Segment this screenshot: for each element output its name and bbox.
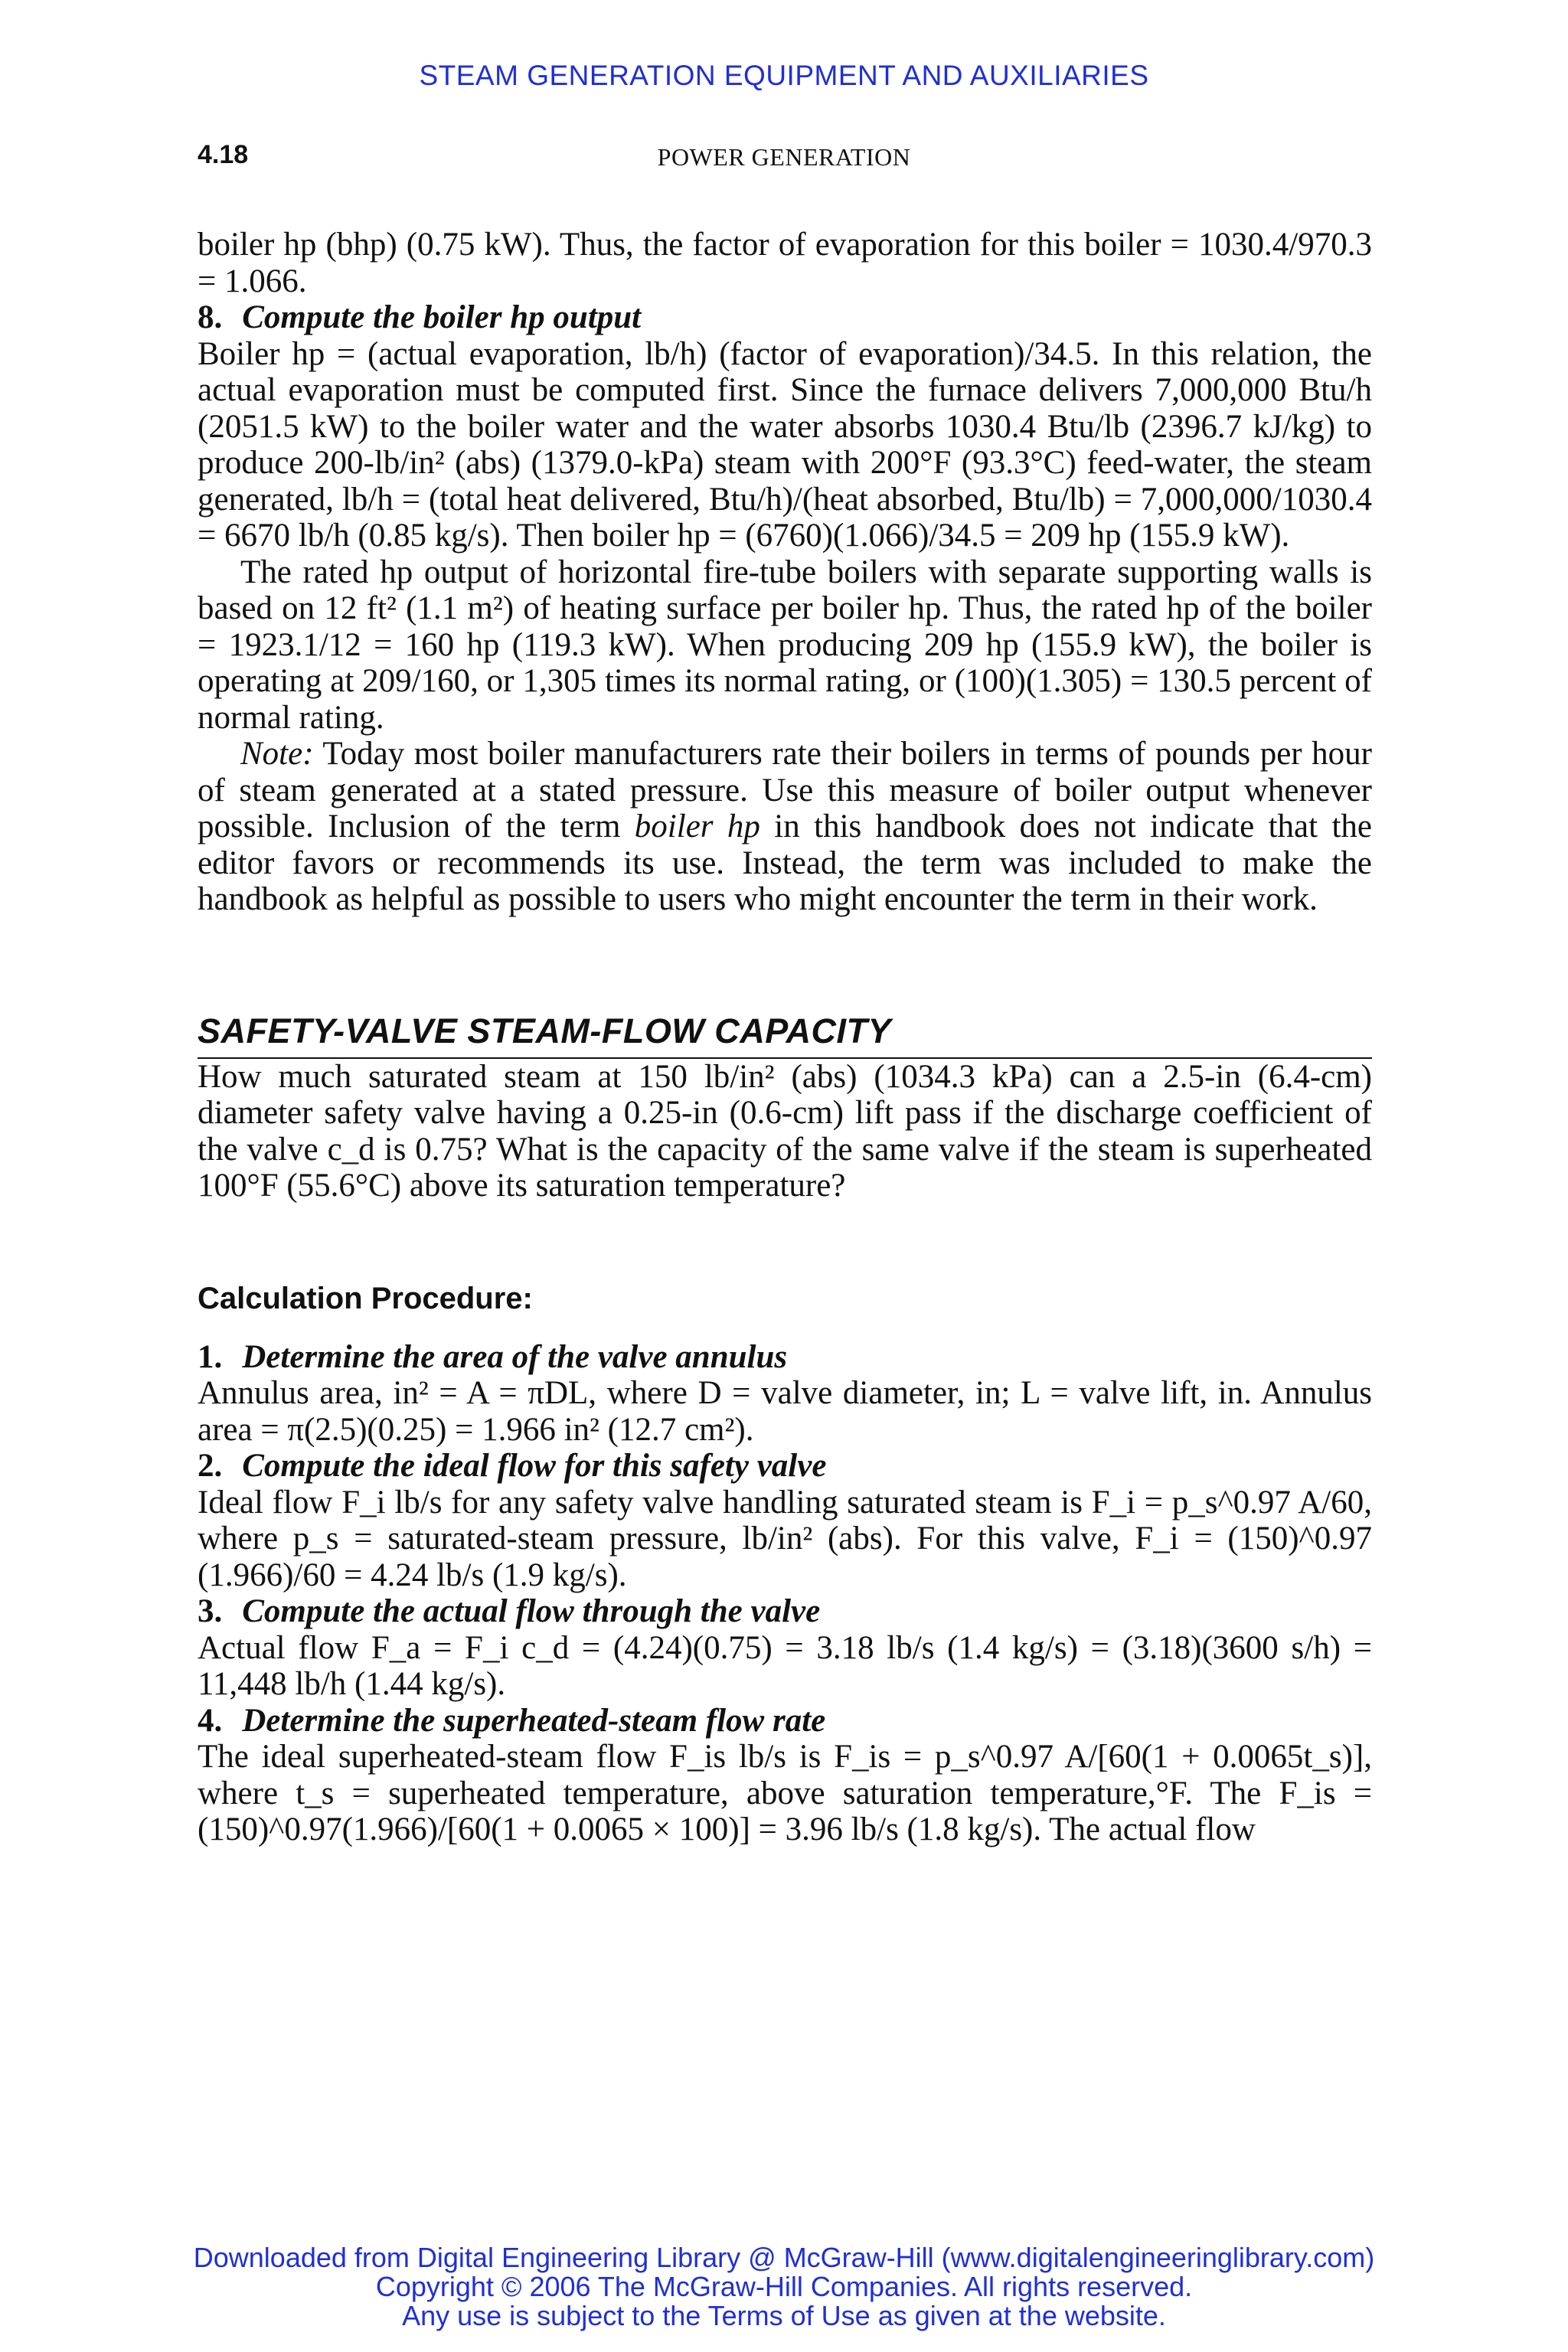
section-title: SAFETY-VALVE STEAM-FLOW CAPACITY bbox=[198, 1010, 1372, 1059]
step-3-text: Actual flow F_a = F_i c_d = (4.24)(0.75) = 3.18 lb/s (1.4 kg/s) = (3.18)(3600 s/h) = 11,448 lb/h (1.44 kg/s). bbox=[198, 1629, 1372, 1702]
running-head: POWER GENERATION bbox=[657, 143, 911, 171]
note-text-1: Today most boiler manufacturers rate their boilers in terms of pounds per hour of steam generated at a stated pressure. Use this measure of boiler output whenever possible. Inclusion of the term bbox=[198, 736, 1372, 844]
page-number: 4.18 bbox=[198, 140, 249, 169]
step-4-heading bbox=[198, 1703, 1372, 1740]
book-title-banner: STEAM GENERATION EQUIPMENT AND AUXILIARIES bbox=[419, 60, 1149, 91]
rated-hp-paragraph: The rated hp output of horizontal fire-tube boilers with separate supporting walls is based on 12 ft² (1.1 m²) of heating surface per boiler hp. Thus, the rated hp of the boiler = 1923.1/12 = 160 hp (119.3 kW). When producing 209 hp (155.9 kW), the boiler is operating at 209/160, or 1,305 times its normal rating, or (100)(1.305) = 130.5 percent of normal rating. bbox=[198, 554, 1372, 736]
footer-download-line[interactable]: Downloaded from Digital Engineering Library @ McGraw-Hill (www.digitalengineeringlibrary.com) bbox=[193, 2242, 1375, 2273]
footer-copyright-line: Copyright © 2006 The McGraw-Hill Companies. All rights reserved. bbox=[375, 2271, 1193, 2302]
step-4-text: The ideal superheated-steam flow F_is lb/s is F_is = p_s^0.97 A/[60(1 + 0.0065t_s)], where t_s = superheated temperature, above saturation temperature,°F. The F_is = (150)^0.97(1.966)/[60(1 + 0.0065 × 100)] = 3.96 lb/s (1.8 kg/s). The actual flow bbox=[198, 1739, 1372, 1847]
step-title: Determine the superheated-steam flow rate bbox=[242, 1702, 826, 1739]
procedure-heading: Calculation Procedure: bbox=[198, 1281, 533, 1315]
paragraph-intro: boiler hp (bhp) (0.75 kW). Thus, the factor of evaporation for this boiler = 1030.4/970.3 = 1.066. bbox=[198, 227, 1372, 299]
note-label: Note: bbox=[240, 736, 314, 772]
step-8-paragraph: Boiler hp = (actual evaporation, lb/h) (factor of evaporation)/34.5. In this relation, the actual evaporation must be computed first. Since the furnace delivers 7,000,000 Btu/h (2051.5 kW) to the boiler water and the water absorbs 1030.4 Btu/lb (2396.7 kJ/kg) to produce 200-lb/in² (abs) (1379.0-kPa) steam with 200°F (93.3°C) feed-water, the steam generated, lb/h = (total heat delivered, Btu/h)/(heat absorbed, Btu/lb) = 7,000,000/1030.4 = 6670 lb/h (0.85 kg/s). Then boiler hp = (6760)(1.066)/34.5 = 209 hp (155.9 kW). bbox=[198, 335, 1372, 554]
note-text-2: in this handbook does not indicate that the editor favors or recommends its use. Instead, the term was included to make the handbook as helpful as possible to users who might encounter the term in their work. bbox=[198, 808, 1372, 917]
step-title: Compute the ideal flow for this safety valve bbox=[242, 1448, 827, 1484]
footer-terms-line: Any use is subject to the Terms of Use as given at the website. bbox=[402, 2300, 1166, 2331]
step-title: Compute the actual flow through the valve bbox=[242, 1593, 821, 1629]
step-2-heading bbox=[198, 1448, 1372, 1485]
step-number: 4. bbox=[198, 1702, 223, 1739]
step-title: Compute the boiler hp output bbox=[242, 299, 642, 335]
step-1-heading bbox=[198, 1339, 1372, 1376]
step-8-heading bbox=[198, 299, 1372, 336]
note-paragraph bbox=[198, 736, 1372, 918]
step-1-text: Annulus area, in² = A = πDL, where D = valve diameter, in; L = valve lift, in. Annulus area = π(2.5)(0.25) = 1.966 in² (12.7 cm²). bbox=[198, 1375, 1372, 1448]
step-number: 2. bbox=[198, 1448, 223, 1484]
problem-statement: How much saturated steam at 150 lb/in² (abs) (1034.3 kPa) can a 2.5-in (6.4-cm) diameter safety valve having a 0.25-in (0.6-cm) lift pass if the discharge coefficient of the valve c_d is 0.75? What is the capacity of the same valve if the steam is superheated 100°F (55.6°C) above its saturation temperature? bbox=[198, 1058, 1372, 1204]
step-number: 1. bbox=[198, 1338, 223, 1375]
step-number: 8. bbox=[198, 299, 223, 335]
copyright-footer bbox=[0, 2243, 1568, 2331]
step-2-text: Ideal flow F_i lb/s for any safety valve handling saturated steam is F_i = p_s^0.97 A/60, where p_s = saturated-steam pressure, lb/in² (abs). For this valve, F_i = (150)^0.97 (1.966)/60 = 4.24 lb/s (1.9 kg/s). bbox=[198, 1484, 1372, 1593]
step-number: 3. bbox=[198, 1593, 223, 1629]
step-3-heading bbox=[198, 1593, 1372, 1630]
note-term: boiler hp bbox=[634, 808, 760, 844]
step-title: Determine the area of the valve annulus bbox=[242, 1338, 788, 1375]
page-body bbox=[198, 227, 1372, 1848]
